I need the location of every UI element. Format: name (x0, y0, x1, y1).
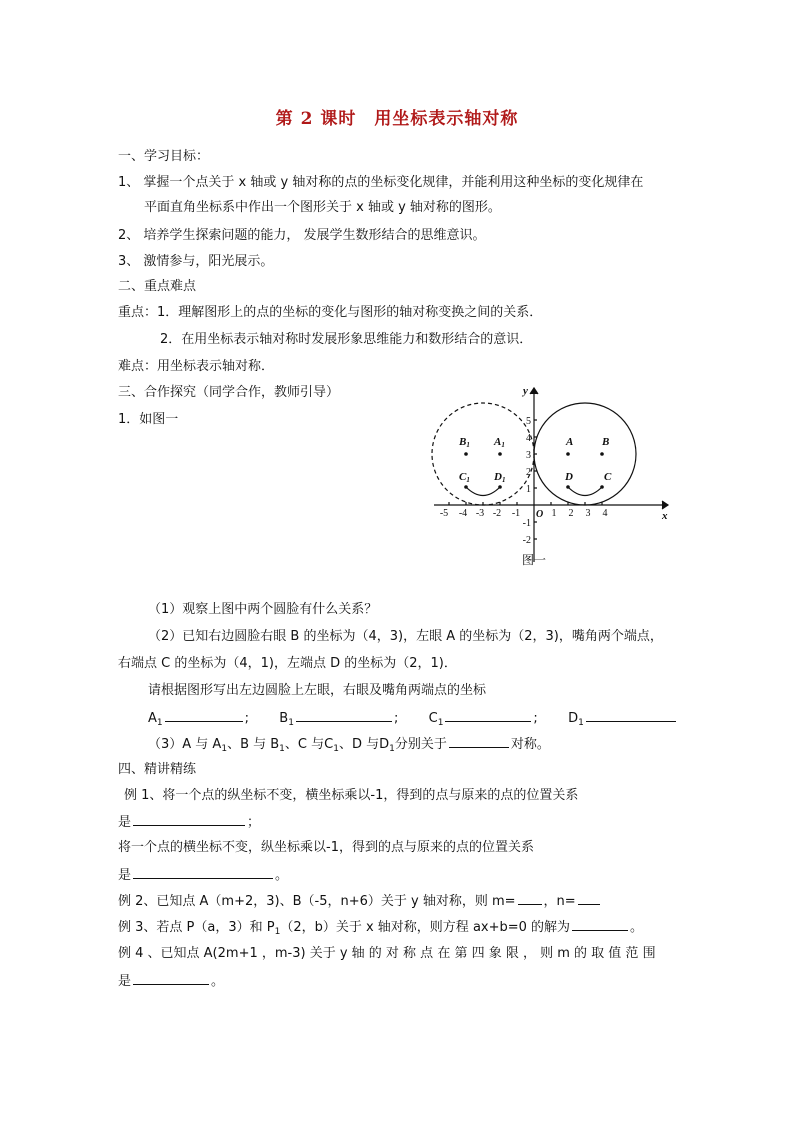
x-axis-label: x (662, 510, 668, 522)
range-blank[interactable] (133, 972, 209, 985)
point-a1 (498, 452, 502, 456)
x-tick: -3 (475, 508, 485, 519)
answer-b1-label: $B_1$ (279, 711, 294, 728)
y-tick: 5 (526, 416, 531, 427)
coordinate-figure (430, 380, 675, 570)
y-axis-arrow (530, 388, 538, 394)
label-d1: D1 (494, 471, 506, 484)
point-b1 (464, 452, 468, 456)
label-a1: A1 (494, 436, 505, 449)
example-1-part2: 将一个点的横坐标不变，纵坐标乘以-1，得到的点与原来的点的位置关系 (118, 840, 534, 855)
lesson-title: 用坐标表示轴对称 (374, 109, 519, 129)
y-tick: 2 (526, 467, 531, 478)
origin-label: O (536, 509, 544, 520)
label-c1: C1 (459, 471, 470, 484)
label-d: D (565, 471, 573, 483)
example-1-answer2: 是 。 (118, 868, 289, 883)
answer-c1-label: $C_1$ (428, 711, 444, 728)
goal-2: 2、 培养学生探索问题的能力， 发展学生数形结合的思维意识。 (118, 228, 486, 243)
label-c: C (604, 471, 612, 483)
symmetry-axis-blank[interactable] (449, 735, 509, 748)
point-d1 (498, 485, 502, 489)
solution-blank[interactable] (572, 918, 628, 931)
question-2-prompt: 请根据图形写出左边圆脸上左眼，右眼及嘴角两端点的坐标 (148, 683, 487, 698)
example-1-blank[interactable] (133, 813, 245, 826)
goal-1: 1、 掌握一个点关于 x 轴或 y 轴对称的点的坐标变化规律，并能利用这种坐标的变化规律在 (118, 175, 644, 190)
answer-c1-blank[interactable] (445, 709, 531, 722)
example-4-answer: 是 。 (118, 974, 225, 989)
m-blank[interactable] (518, 892, 542, 905)
goal-3: 3、 激情参与，阳光展示。 (118, 254, 274, 269)
x-tick: 3 (585, 508, 591, 519)
example-4: 例 4 、已知点 A(2m+1 ，m-3) 关于 y 轴 的 对 称 点 在 第 四 象 限 ， 则 m 的 取 值 范 围 (118, 946, 656, 961)
y-tick: -1 (522, 518, 531, 529)
answer-b1-blank[interactable] (296, 709, 392, 722)
x-tick: -5 (439, 508, 449, 519)
example-1: 例 1、将一个点的纵坐标不变，横坐标乘以-1，得到的点与原来的点的位置关系 (124, 788, 579, 803)
point-b (600, 452, 604, 456)
example-1-blank2[interactable] (133, 866, 273, 879)
left-face-circle (432, 403, 534, 505)
x-tick: 4 (602, 508, 608, 519)
label-b1: B1 (459, 436, 470, 449)
figure-caption: 图一 (521, 553, 547, 567)
x-tick: 2 (568, 508, 574, 519)
section-goals: 一、学习目标： (118, 149, 210, 164)
y-tick: 3 (526, 450, 531, 461)
right-face-mouth (568, 487, 602, 496)
page-title (0, 104, 794, 129)
answer-row: $A_1$ ; $B_1$ ; $C_1$ ; $D_1$ (148, 709, 678, 728)
example-3: 例 3、若点 P（a，3）和 $P_1(2$，b）关于 x 轴对称，则方程 ax+b=0 的解为 。 (118, 920, 644, 937)
figure-ref: 1．如图一 (118, 412, 179, 427)
y-tick: 1 (526, 484, 531, 495)
point-c1 (464, 485, 468, 489)
answer-a1-blank[interactable] (165, 709, 243, 722)
x-tick: -2 (492, 508, 502, 519)
left-face-mouth (466, 487, 500, 496)
n-blank[interactable] (578, 892, 600, 905)
section-practice: 四、精讲精练 (118, 762, 197, 777)
point-c (600, 485, 604, 489)
question-3: （3）A 与 $A_1$、B 与 $B_1$、C 与$C_1$、D 与$D_1$分别关于 对称。 (148, 737, 550, 754)
x-axis-arrow (662, 501, 668, 509)
answer-d1-blank[interactable] (586, 709, 676, 722)
section-explore: 三、合作探究（同学合作，教师引导） (118, 385, 340, 400)
point-d (566, 485, 570, 489)
difficulty: 难点：用坐标表示轴对称． (118, 359, 275, 374)
label-b: B (602, 436, 610, 448)
y-axis-label: y (523, 385, 528, 397)
right-face-circle (534, 403, 636, 505)
y-tick: 4 (526, 433, 531, 444)
section-key-points: 二、重点难点 (118, 279, 197, 294)
y-tick: -2 (522, 535, 531, 546)
x-tick: -1 (511, 508, 521, 519)
lesson-number: 第 2 课时 (275, 109, 357, 129)
example-1-answer: 是 ； (118, 815, 261, 830)
question-2-cont: 右端点 C 的坐标为（4，1)，左端点 D 的坐标为（2，1)． (118, 656, 457, 671)
goal-1-cont: 平面直角坐标系中作出一个图形关于 x 轴或 y 轴对称的图形。 (144, 200, 501, 215)
example-2: 例 2、已知点 A（m+2，3)、B（-5，n+6）关于 y 轴对称，则 m= ，n= (118, 892, 602, 911)
key-point-1: 重点：1．理解图形上的点的坐标的变化与图形的轴对称变换之间的关系． (118, 305, 543, 320)
answer-a1-label: $A_1$ (148, 711, 163, 728)
point-a (566, 452, 570, 456)
question-1: （1）观察上图中两个圆脸有什么关系？ (148, 602, 378, 617)
key-point-2: 2．在用坐标表示轴对称时发展形象思维能力和数形结合的意识． (160, 332, 533, 347)
x-tick: -4 (458, 508, 468, 519)
answer-d1-label: $D_1$ (568, 711, 584, 728)
x-tick: 1 (551, 508, 557, 519)
label-a: A (566, 436, 574, 448)
question-2: （2）已知右边圆脸右眼 B 的坐标为（4，3)，左眼 A 的坐标为（2，3)，嘴角两个端点， (148, 629, 663, 644)
